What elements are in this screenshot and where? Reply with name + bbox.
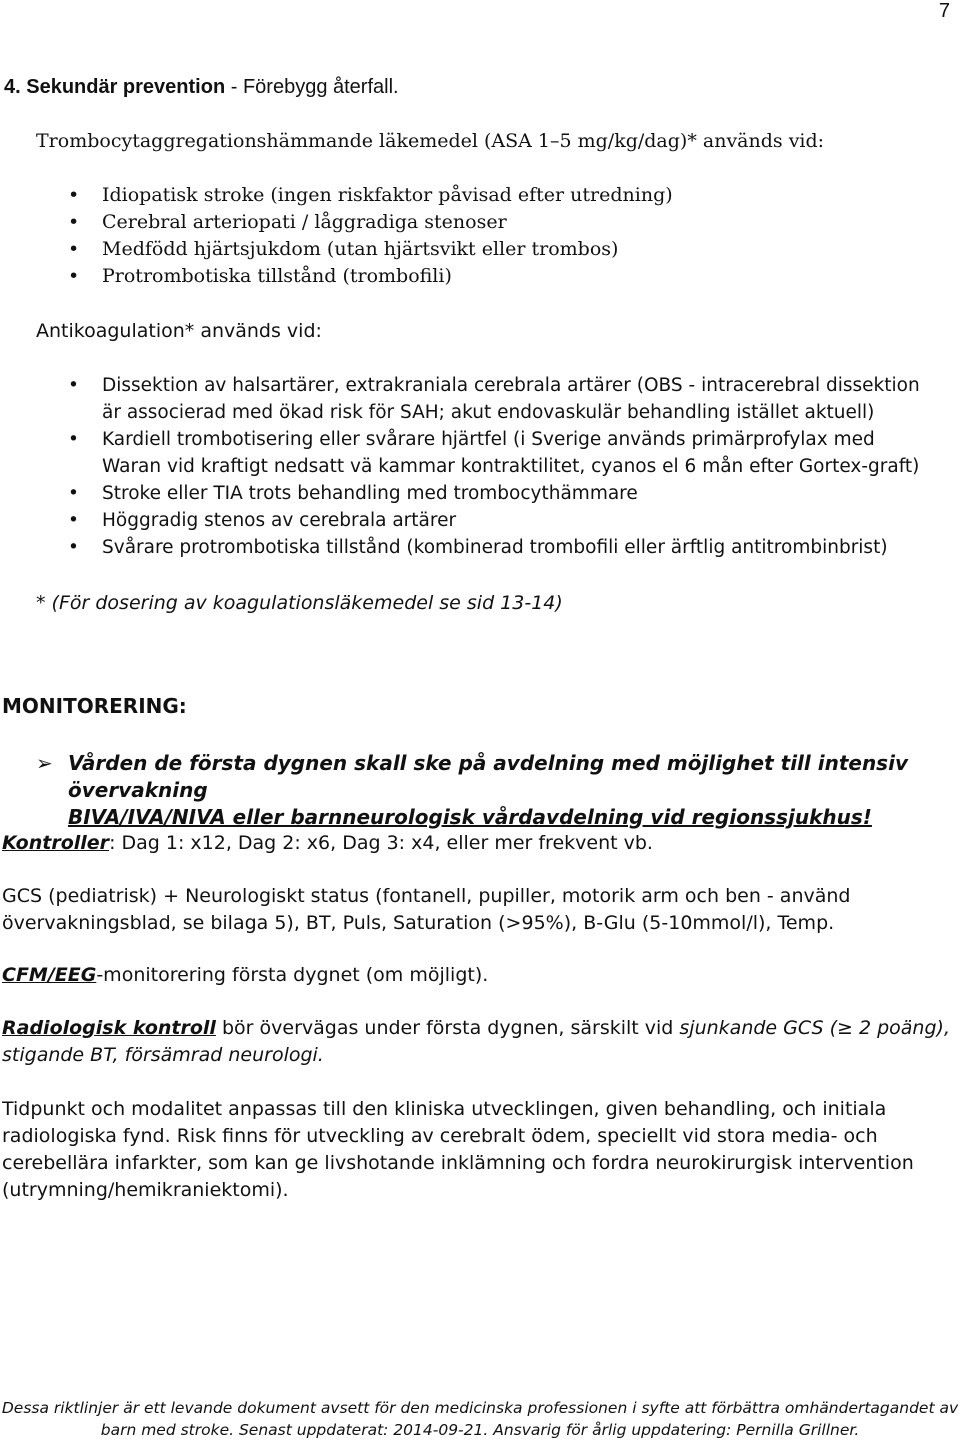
page-number: 7: [938, 0, 950, 22]
list-item: • Dissektion av halsartärer, extrakraniala cerebrala artärer (OBS - intracerebral dissektion är associerad med ökad risk för SAH; akut endovaskulär behandling istället aktuell): [68, 375, 920, 423]
list-item: • Cerebral arteriopati / låggradiga stenoser: [68, 211, 507, 233]
list-item: • Medfödd hjärtsjukdom (utan hjärtsvikt eller trombos): [68, 238, 619, 260]
section-heading-rest: - Förebygg återfall.: [225, 76, 399, 98]
cfm-line: CFM/EEG-monitorering första dygnet (om möjligt).: [2, 964, 489, 986]
list-item: • Protrombotiska tillstånd (trombofili): [68, 265, 452, 287]
asa-intro: Trombocytaggregationshämmande läkemedel (ASA 1–5 mg/kg/dag)* används vid:: [36, 130, 825, 152]
tidpunkt-paragraph: Tidpunkt och modalitet anpassas till den kliniska utvecklingen, given behandling, och initiala radiologiska fynd. Risk finns för utveckling av cerebralt ödem, speciellt vid stora media- och cerebellära infarkter, som kan ge livshotande inklämning och fordra neurokirurgisk intervention (utrymning/hemikraniektomi).: [2, 1098, 914, 1201]
dosing-note: * (För dosering av koagulationsläkemedel se sid 13-14): [36, 592, 563, 614]
section-heading: [4, 76, 399, 99]
arrow-bullet-icon: ➢: [36, 751, 53, 775]
section-heading-bold: 4. Sekundär prevention: [4, 76, 226, 98]
list-item: • Kardiell trombotisering eller svårare hjärtfel (i Sverige används primärprofylax med Waran vid kraftigt nedsatt vä kammar kontraktilitet, cyanos el 6 mån efter Gortex-graft): [68, 429, 920, 477]
greater-equal-symbol: ≥: [837, 1017, 853, 1039]
list-item: • Svårare protrombotiska tillstånd (kombinerad trombofili eller ärftlig antitrombinbrist): [68, 537, 888, 558]
radiologisk-paragraph: Radiologisk kontroll bör övervägas under första dygnen, särskilt vid sjunkande GCS (≥ 2 poäng), stigande BT, försämrad neurologi.: [2, 1017, 950, 1066]
gcs-paragraph: GCS (pediatrisk) + Neurologiskt status (fontanell, pupiller, motorik arm och ben - använd övervakningsblad, se bilaga 5), BT, Puls, Saturation (>95%), B-Glu (5-10mmol/l), Temp.: [2, 885, 851, 934]
kontroller-line: Kontroller: Dag 1: x12, Dag 2: x6, Dag 3: x4, eller mer frekvent vb.: [2, 832, 653, 854]
list-item: • Stroke eller TIA trots behandling med trombocythämmare: [68, 483, 638, 504]
asa-list: [68, 182, 673, 290]
monitoring-heading: MONITORERING:: [2, 694, 187, 718]
antikoag-intro: Antikoagulation* används vid:: [36, 320, 322, 342]
monitoring-requirement: ➢ Vården de första dygnen skall ske på avdelning med möjlighet till intensiv övervakning BIVA/IVA/NIVA eller barnneurologisk vårdavdelning vid regionssjukhus!: [36, 751, 908, 829]
list-item: • Idiopatisk stroke (ingen riskfaktor påvisad efter utredning): [68, 184, 673, 206]
page-footer: Dessa riktlinjer är ett levande dokument avsett för den medicinska professionen i syfte att förbättra omhändertagandet av barn med stroke. Senast uppdaterat: 2014-09-21. Ansvarig för årlig uppdatering: Pernilla Grillner.: [1, 1399, 959, 1439]
list-item: • Höggradig stenos av cerebrala artärer: [68, 510, 457, 531]
antikoag-list: [68, 372, 920, 561]
